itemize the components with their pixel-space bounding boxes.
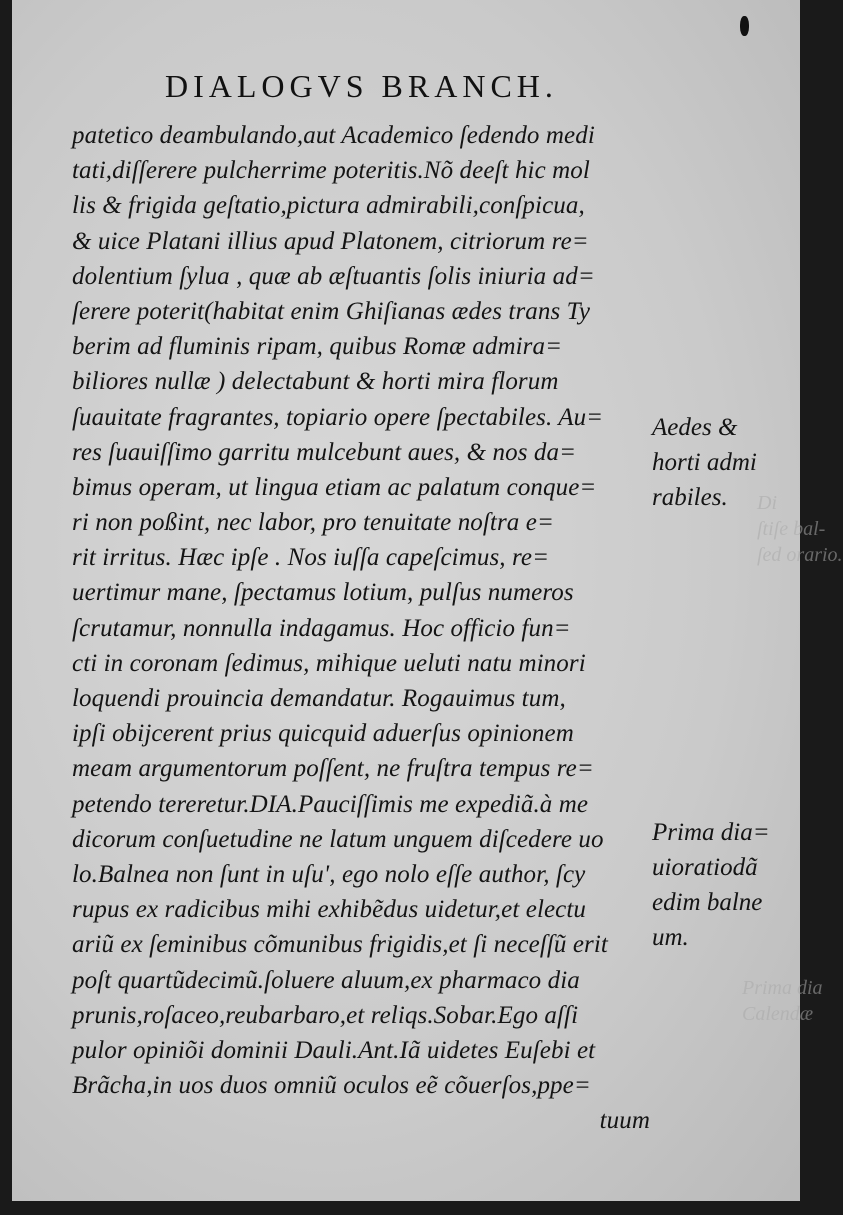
text-line: berim ad fluminis ripam, quibus Romæ admira=	[72, 333, 563, 361]
text-line: uertimur mane, ſpectamus lotium, pulſus numeros	[72, 579, 574, 607]
margin-note-aedes: Aedes & horti admi rabiles.	[652, 414, 757, 511]
text-line: ri non poßint, nec labor, pro tenuitate noſtra e=	[72, 509, 554, 537]
page-bottom-edge	[12, 1201, 800, 1215]
catchword: tuum	[599, 1107, 650, 1135]
text-line: lis & frigida geſtatio,pictura admirabili,conſpicua,	[72, 192, 585, 220]
text-line: ipſi obijcerent prius quicquid aduerſus opinionem	[72, 720, 574, 748]
text-line: cti in coronam ſedimus, mihique ueluti natu minori	[72, 649, 586, 677]
text-line: dicorum conſuetudine ne latum unguem diſcedere uo	[72, 825, 604, 853]
text-line: ſerere poterit(habitat enim Ghiſianas ædes trans Ty	[72, 297, 591, 325]
text-line: meam argumentorum poſſent, ne fruſtra tempus re=	[72, 755, 594, 783]
text-line: ſuauitate fragrantes, topiario opere ſpectabiles. Au=	[72, 403, 604, 431]
text-line: ariũ ex ſeminibus cõmunibus frigidis,et ſi neceſſũ erit	[72, 931, 608, 959]
text-line: loquendi prouincia demandatur. Rogauimus tum,	[72, 685, 566, 712]
text-line: pulor opiniõi dominii Dauli.Ant.Iã uidetes Euſebi et	[72, 1036, 596, 1064]
text-line: poſt quartũdecimũ.ſoluere aluum,ex pharmaco dia	[72, 966, 580, 994]
text-line: lo.Balnea non ſunt in uſu', ego nolo eſſe author, ſcy	[72, 860, 586, 888]
bleed-through-text-lower: Prima dia Calendæ	[742, 977, 823, 1025]
text-line: Brãcha,in uos duos omniũ oculos eẽ cõuerſos,ppe=	[72, 1072, 591, 1100]
text-line: ſcrutamur, nonnulla indagamus. Hoc officio fun=	[72, 614, 571, 642]
text-line: rupus ex radicibus mihi exhibẽdus uidetur,et electu	[72, 896, 587, 924]
text-line: petendo tereretur.DIA.Pauciſſimis me expediã.à me	[72, 790, 589, 818]
bleed-through-text: Di ſtiſe bal- ſed orario.	[757, 492, 843, 566]
margin-note-prima: Prima dia= uioratiodã edim balne um.	[652, 819, 770, 951]
running-head: DIALOGVS BRANCH.	[165, 68, 558, 104]
text-line: prunis,roſaceo,reubarbaro,et reliqs.Sobar.Ego aſſi	[72, 1001, 579, 1029]
text-line: patetico deambulando,aut Academico ſedendo medi	[72, 122, 595, 149]
text-line: res ſuauiſſimo garritu mulcebunt aues, & nos da=	[72, 438, 577, 466]
text-line: biliores nullæ ) delectabunt & horti mira florum	[72, 368, 559, 396]
text-line: tati,diſſerere pulcherrime poteritis.Nõ deeſt hic mol	[72, 157, 590, 185]
body-text	[72, 118, 662, 1138]
text-line: rit irritus. Hæc ipſe . Nos iuſſa capeſcimus, re=	[72, 544, 550, 572]
text-line: & uice Platani illius apud Platonem, citriorum re=	[72, 227, 589, 255]
ink-blot	[740, 16, 749, 36]
book-page	[12, 0, 843, 1215]
text-line: bimus operam, ut lingua etiam ac palatum conque=	[72, 473, 597, 501]
text-line: dolentium ſylua , quæ ab æſtuantis ſolis iniuria ad=	[72, 262, 595, 290]
